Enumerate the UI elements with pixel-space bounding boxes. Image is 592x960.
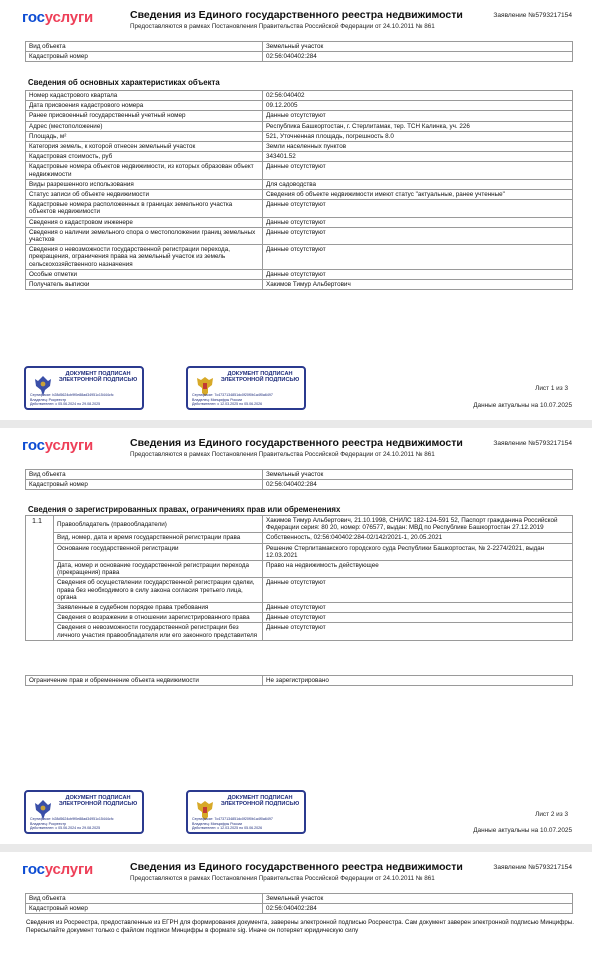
row-value: Для садоводства: [263, 179, 573, 189]
section-title-rights: Сведения о зарегистрированных правах, ограничениях прав или обременениях: [28, 505, 341, 514]
row-label: Номер кадастрового квартала: [26, 91, 263, 101]
document-title: Сведения из Единого государственного реестра недвижимости: [130, 437, 463, 449]
row-label: Ранее присвоенный государственный учетный номер: [26, 111, 263, 121]
row-label: Сведения об осуществлении государственной регистрации сделки, права без необходимого в силу закона согласия третьего лица, органа: [54, 578, 263, 603]
gosuslugi-logo[interactable]: госуслуги: [22, 9, 94, 26]
row-value: Право на недвижимость действующее: [263, 561, 573, 578]
gosuslugi-logo[interactable]: госуслуги: [22, 437, 94, 454]
table-row: [26, 101, 573, 111]
table-row: [26, 280, 573, 290]
row-label: Особые отметки: [26, 269, 263, 279]
object-table: [25, 893, 573, 914]
document-title: Сведения из Единого государственного реестра недвижимости: [130, 9, 463, 21]
row-value: Республика Башкортостан, г. Стерлитамак, тер. ТСН Калинка, уч. 226: [263, 121, 573, 131]
row-label: Сведения о возражении в отношении зарегистрированного права: [54, 613, 263, 623]
row-value: Данные отсутствуют: [263, 578, 573, 603]
stamp-meta: Сертификат: 7c4737134851dc0f20f0b1a4f0a6497 Владелец: Минцифры России Действителен: с 12.03.2025 по 05.06.2026: [192, 817, 273, 830]
table-row: [26, 162, 573, 179]
signature-stamp-mincifry: [186, 366, 306, 410]
gosuslugi-logo[interactable]: госуслуги: [22, 861, 94, 878]
table-row: [26, 516, 573, 533]
table-row: [26, 200, 573, 217]
row-value: Земли населенных пунктов: [263, 142, 573, 152]
document-subtitle: Предоставляются в рамках Постановления Правительства Российской Федерации от 24.10.2011 № 861: [130, 23, 435, 30]
table-row: [26, 42, 573, 52]
table-row: [26, 480, 573, 490]
row-label: Ограничение прав и обременение объекта недвижимости: [26, 676, 263, 686]
table-row: [26, 904, 573, 914]
table-row: [26, 142, 573, 152]
document-subtitle: Предоставляются в рамках Постановления Правительства Российской Федерации от 24.10.2011 № 861: [130, 451, 435, 458]
characteristics-table: [25, 90, 573, 290]
rights-table: [25, 515, 573, 641]
stamp-meta: Сертификат: 7c4737134851dc0f20f0b1a4f0a6497 Владелец: Минцифры России Действителен: с 12.03.2025 по 05.06.2026: [192, 393, 273, 406]
table-row: [26, 894, 573, 904]
row-label: Адрес (местоположение): [26, 121, 263, 131]
row-value: 09.12.2005: [263, 101, 573, 111]
table-row: [26, 543, 573, 560]
row-label: Вид объекта: [26, 470, 263, 480]
row-label: Кадастровые номера расположенных в границах земельного участка объектов недвижимости: [26, 200, 263, 217]
row-label: Дата, номер и основание государственной регистрации перехода (прекращения) права: [54, 561, 263, 578]
page-2: [0, 428, 592, 844]
page-header: [0, 428, 592, 462]
signature-stamp-rosreestr: [24, 790, 144, 834]
row-value: 02:56:040402: [263, 91, 573, 101]
table-row: [26, 578, 573, 603]
row-value: Земельный участок: [263, 42, 573, 52]
data-actual-date: Данные актуальны на 10.07.2025: [473, 402, 572, 409]
row-value: Не зарегистрировано: [263, 676, 573, 686]
row-value: Данные отсутствуют: [263, 227, 573, 244]
row-label: Статус записи об объекте недвижимости: [26, 190, 263, 200]
document-title: Сведения из Единого государственного реестра недвижимости: [130, 861, 463, 873]
page-header: [0, 852, 592, 886]
row-label: Сведения о кадастровом инженере: [26, 217, 263, 227]
row-value: Данные отсутствуют: [263, 613, 573, 623]
row-value: Сведения об объекте недвижимости имеют статус "актуальные, ранее учтенные": [263, 190, 573, 200]
document-subtitle: Предоставляются в рамках Постановления Правительства Российской Федерации от 24.10.2011 № 861: [130, 875, 435, 882]
stamp-title: ДОКУМЕНТ ПОДПИСАН ЭЛЕКТРОННОЙ ПОДПИСЬЮ: [220, 371, 300, 384]
row-value: 02:56:040402:284: [263, 904, 573, 914]
row-value: Данные отсутствуют: [263, 162, 573, 179]
table-row: [26, 561, 573, 578]
table-row: [26, 613, 573, 623]
row-label: Вид объекта: [26, 894, 263, 904]
table-row: [26, 190, 573, 200]
page-header: [0, 0, 592, 34]
table-row: [26, 121, 573, 131]
row-label: Кадастровый номер: [26, 52, 263, 62]
table-row: [26, 623, 573, 640]
row-value: 521, Уточненная площадь, погрешность 8.0: [263, 131, 573, 141]
signature-note: Сведения из Росреестра, предоставленные из ЕГРН для формирования документа, заверены электронной подписью Росреестра. Сам документ заверен электронной подписью Минцифры. Пересылайте документ только с файлом подписи Минцифры в формате sig. Иначе он потеряет юридическую силу: [26, 919, 574, 934]
row-value: Собственность, 02:56:040402:284-02/142/2021-1, 20.05.2021: [263, 533, 573, 543]
application-number: Заявление №5793217154: [493, 864, 572, 871]
table-row: [26, 676, 573, 686]
row-label: Правообладатель (правообладатели): [54, 516, 263, 533]
sheet-number: Лист 2 из 3: [535, 811, 568, 818]
section-title-characteristics: Сведения об основных характеристиках объекта: [28, 78, 220, 87]
row-value: Данные отсутствуют: [263, 200, 573, 217]
table-row: [26, 52, 573, 62]
row-label: Вид объекта: [26, 42, 263, 52]
row-label: Площадь, м²: [26, 131, 263, 141]
row-value: Данные отсутствуют: [263, 623, 573, 640]
stamp-meta: Сертификат: b28d5624cb9f0e88ad34951c15444cfc Владелец: Росреестр Действителен: с 05.06.2024 по 29.08.2025: [30, 817, 114, 830]
row-label: Сведения о наличии земельного спора о местоположении границ земельных участков: [26, 227, 263, 244]
table-row: [26, 152, 573, 162]
restriction-table: [25, 675, 573, 686]
row-value: Хакимов Тимур Альбертович: [263, 280, 573, 290]
page-1: [0, 0, 592, 420]
table-row: [26, 179, 573, 189]
row-label: Получатель выписки: [26, 280, 263, 290]
row-value: Данные отсутствуют: [263, 217, 573, 227]
page-3: [0, 852, 592, 960]
object-table: [25, 469, 573, 490]
row-value: 02:56:040402:284: [263, 480, 573, 490]
row-value: Земельный участок: [263, 470, 573, 480]
row-label: Заявленные в судебном порядке права требования: [54, 603, 263, 613]
row-label: Основание государственной регистрации: [54, 543, 263, 560]
row-label: Кадастровая стоимость, руб: [26, 152, 263, 162]
row-value: 343401.52: [263, 152, 573, 162]
table-row: [26, 131, 573, 141]
row-value: Решение Стерлитамакского городского суда Республики Башкортостан, № 2-2274/2021, выдан 12.03.2021: [263, 543, 573, 560]
table-row: [26, 111, 573, 121]
row-label: Кадастровые номера объектов недвижимости, из которых образован объект недвижимости: [26, 162, 263, 179]
table-row: [26, 227, 573, 244]
data-actual-date: Данные актуальны на 10.07.2025: [473, 827, 572, 834]
stamp-title: ДОКУМЕНТ ПОДПИСАН ЭЛЕКТРОННОЙ ПОДПИСЬЮ: [58, 795, 138, 808]
row-label: Сведения о невозможности государственной регистрации без личного участия правообладателя или его законного представителя: [54, 623, 263, 640]
stamp-meta: Сертификат: b28d5624cb9f0e88ad34951c15444cfc Владелец: Росреестр Действителен: с 05.06.2024 по 29.08.2025: [30, 393, 114, 406]
signature-stamp-mincifry: [186, 790, 306, 834]
application-number: Заявление №5793217154: [493, 12, 572, 19]
row-label: Кадастровый номер: [26, 480, 263, 490]
table-row: [26, 603, 573, 613]
table-row: [26, 91, 573, 101]
table-row: [26, 470, 573, 480]
row-label: Сведения о невозможности государственной регистрации перехода, прекращения, ограничения права на земельный участок из земель сельскохозяйственного назначения: [26, 245, 263, 270]
row-value: Земельный участок: [263, 894, 573, 904]
stamp-title: ДОКУМЕНТ ПОДПИСАН ЭЛЕКТРОННОЙ ПОДПИСЬЮ: [220, 795, 300, 808]
row-value: Хакимов Тимур Альбертович, 21.10.1998, СНИЛС 182-124-591 52, Паспорт гражданина Российской Федерации серия: 80 20, номер: 076577, выдан: МВД по Республике Башкортостан 27.12.2019: [263, 516, 573, 533]
row-value: Данные отсутствуют: [263, 111, 573, 121]
row-label: Категория земель, к которой отнесен земельный участок: [26, 142, 263, 152]
application-number: Заявление №5793217154: [493, 440, 572, 447]
row-value: Данные отсутствуют: [263, 269, 573, 279]
row-label: Виды разрешенного использования: [26, 179, 263, 189]
object-table: [25, 41, 573, 62]
rights-entry-number: 1.1: [26, 516, 54, 641]
table-row: [26, 217, 573, 227]
table-row: [26, 269, 573, 279]
stamp-title: ДОКУМЕНТ ПОДПИСАН ЭЛЕКТРОННОЙ ПОДПИСЬЮ: [58, 371, 138, 384]
row-value: Данные отсутствуют: [263, 603, 573, 613]
row-value: 02:56:040402:284: [263, 52, 573, 62]
table-row: [26, 533, 573, 543]
table-row: [26, 245, 573, 270]
signature-stamp-rosreestr: [24, 366, 144, 410]
row-label: Дата присвоения кадастрового номера: [26, 101, 263, 111]
row-label: Вид, номер, дата и время государственной регистрации права: [54, 533, 263, 543]
row-value: Данные отсутствуют: [263, 245, 573, 270]
row-label: Кадастровый номер: [26, 904, 263, 914]
sheet-number: Лист 1 из 3: [535, 385, 568, 392]
